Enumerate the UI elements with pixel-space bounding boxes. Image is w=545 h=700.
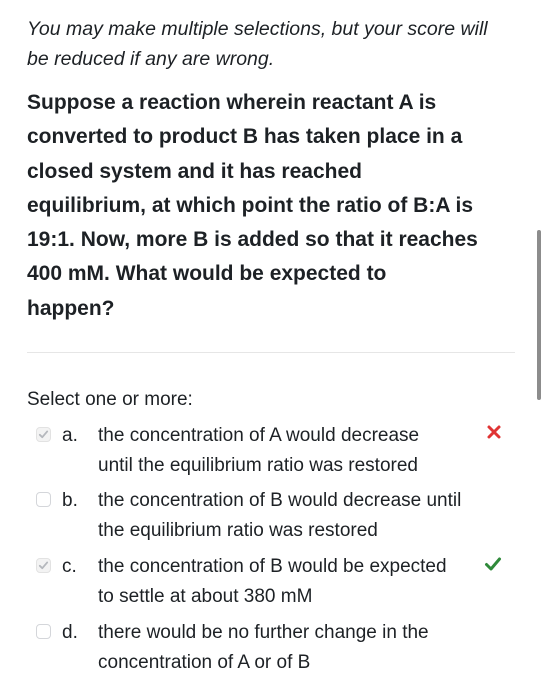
correct-check-icon bbox=[484, 555, 502, 573]
scrollbar[interactable] bbox=[537, 230, 541, 400]
option-letter: a. bbox=[62, 425, 78, 446]
answer-option-c[interactable] bbox=[36, 552, 506, 616]
checkbox-checked-c[interactable] bbox=[36, 558, 51, 573]
question-line: equilibrium, at which point the ratio of B:A is bbox=[27, 193, 474, 217]
option-text bbox=[98, 618, 429, 678]
checkbox-checked-a[interactable] bbox=[36, 427, 51, 442]
instruction-line: be reduced if any are wrong. bbox=[27, 48, 275, 70]
instruction-line: You may make multiple selections, but your score will bbox=[27, 18, 488, 40]
option-text-line: concentration of A or of B bbox=[98, 652, 311, 673]
instruction-text bbox=[27, 14, 522, 74]
option-letter: b. bbox=[62, 490, 78, 511]
option-text-line: until the equilibrium ratio was restored bbox=[98, 455, 418, 476]
question-line: happen? bbox=[27, 296, 115, 320]
select-label: Select one or more: bbox=[27, 389, 193, 410]
question-line: 19:1. Now, more B is added so that it reaches bbox=[27, 228, 478, 252]
option-text-line: there would be no further change in the bbox=[98, 622, 429, 643]
question-line: closed system and it has reached bbox=[27, 159, 362, 183]
checkbox-unchecked-b[interactable] bbox=[36, 492, 51, 507]
option-letter: d. bbox=[62, 622, 78, 643]
question-line: Suppose a reaction wherein reactant A is bbox=[27, 91, 437, 114]
check-icon bbox=[38, 560, 49, 571]
question-line: 400 mM. What would be expected to bbox=[27, 262, 387, 286]
option-letter: c. bbox=[62, 556, 77, 577]
option-text-line: the equilibrium ratio was restored bbox=[98, 520, 378, 541]
option-text-line: the concentration of B would decrease until bbox=[98, 490, 462, 511]
option-text-line: the concentration of A would decrease bbox=[98, 425, 420, 446]
check-icon bbox=[38, 429, 49, 440]
option-text bbox=[98, 552, 447, 612]
question-text bbox=[27, 86, 522, 326]
option-text-line: to settle at about 380 mM bbox=[98, 586, 313, 607]
question-line: converted to product B has taken place in a bbox=[27, 125, 463, 149]
answer-option-b[interactable] bbox=[36, 486, 506, 550]
cross-icon bbox=[485, 423, 503, 441]
option-text-line: the concentration of B would be expected bbox=[98, 556, 447, 577]
checkbox-unchecked-d[interactable] bbox=[36, 624, 51, 639]
option-text bbox=[98, 421, 419, 481]
option-text bbox=[98, 486, 461, 546]
answer-option-d[interactable] bbox=[36, 618, 506, 682]
answer-option-a[interactable] bbox=[36, 421, 506, 485]
divider bbox=[27, 352, 515, 353]
